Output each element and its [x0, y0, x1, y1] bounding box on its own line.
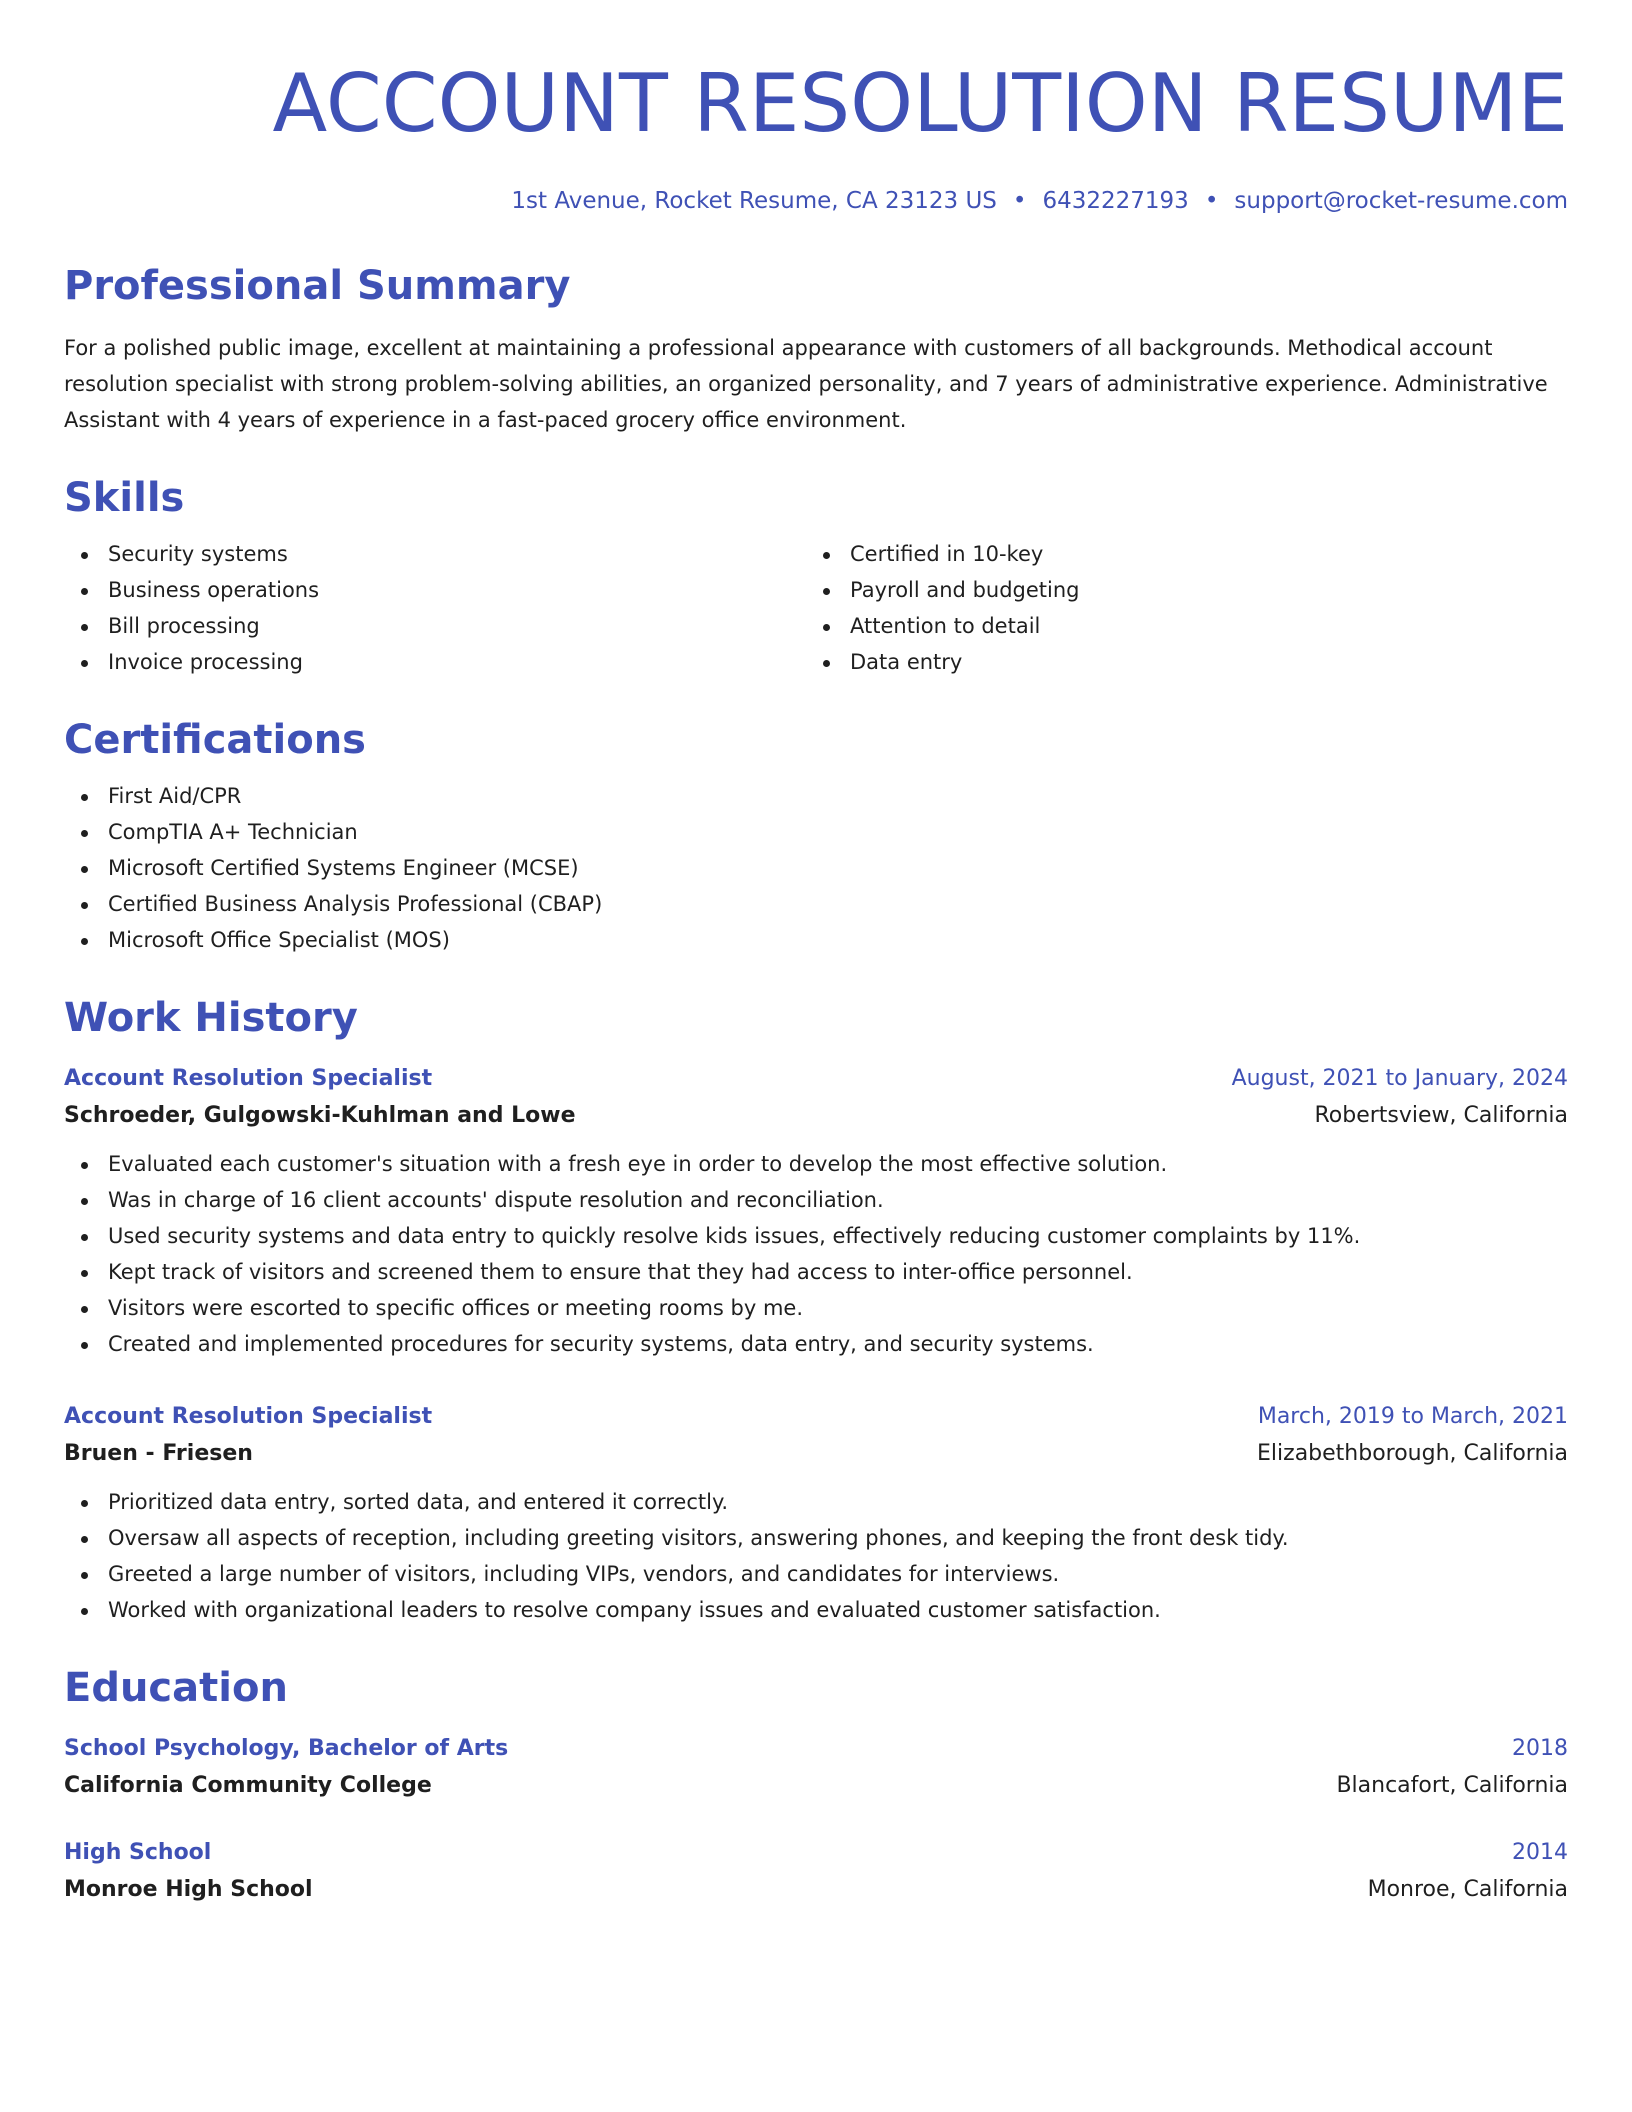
job-bullet: Evaluated each customer's situation with a fresh eye in order to develop the most effective solution. — [64, 1146, 1568, 1182]
job-bullet: Was in charge of 16 client accounts' dispute resolution and reconciliation. — [64, 1182, 1568, 1218]
skills-column-left — [64, 536, 806, 680]
education-school-row — [64, 1766, 1568, 1806]
section-title-certifications: Certifications — [64, 717, 366, 763]
education-degree: School Psychology, Bachelor of Arts — [64, 1736, 509, 1761]
education-header-row — [64, 1836, 1568, 1870]
resume-title: ACCOUNT RESOLUTION RESUME — [272, 57, 1568, 150]
job-location: Elizabethborough, California — [1257, 1441, 1568, 1466]
job-company-row — [64, 1096, 1568, 1136]
contact-separator: • — [1204, 188, 1219, 214]
skill-item: Certified in 10-key — [806, 536, 1548, 572]
job-bullet: Created and implemented procedures for security systems, data entry, and security systems. — [64, 1326, 1568, 1362]
job-title: Account Resolution Specialist — [64, 1404, 433, 1429]
resume-page — [64, 0, 1568, 1910]
education-degree: High School — [64, 1840, 212, 1865]
professional-summary-section — [64, 262, 1568, 438]
contact-line — [64, 186, 1568, 216]
contact-address: 1st Avenue, Rocket Resume, CA 23123 US — [511, 188, 997, 214]
certification-item: Microsoft Office Specialist (MOS) — [64, 922, 1568, 958]
job-entry — [64, 1062, 1568, 1362]
skill-item: Payroll and budgeting — [806, 572, 1548, 608]
skill-item: Business operations — [64, 572, 806, 608]
resume-header — [64, 0, 1568, 216]
education-location: Monroe, California — [1367, 1877, 1568, 1902]
summary-text: For a polished public image, excellent at maintaining a professional appearance with customers of all backgrounds. Methodical account resolution specialist with strong problem-solving abilities, an organized personality, and 7 years of administrative experience. Administrative Assistant with 4 years of experience in a fast-paced grocery office environment. — [64, 336, 1548, 432]
skills-section — [64, 474, 1568, 680]
job-location: Robertsview, California — [1314, 1103, 1568, 1128]
job-company: Schroeder, Gulgowski-Kuhlman and Lowe — [64, 1103, 576, 1128]
certification-item: First Aid/CPR — [64, 778, 1568, 814]
certification-item: Certified Business Analysis Professional (CBAP) — [64, 886, 1568, 922]
job-title: Account Resolution Specialist — [64, 1066, 433, 1091]
skill-item: Data entry — [806, 644, 1548, 680]
skill-item: Attention to detail — [806, 608, 1548, 644]
job-header-row — [64, 1062, 1568, 1096]
education-school: Monroe High School — [64, 1877, 313, 1902]
job-bullet: Greeted a large number of visitors, including VIPs, vendors, and candidates for interviews. — [64, 1556, 1568, 1592]
education-header-row — [64, 1732, 1568, 1766]
education-entry — [64, 1836, 1568, 1910]
contact-email[interactable]: support@rocket-resume.com — [1234, 188, 1568, 214]
job-dates: August, 2021 to January, 2024 — [1231, 1066, 1568, 1091]
education-school: California Community College — [64, 1773, 432, 1798]
job-bullet: Used security systems and data entry to quickly resolve kids issues, effectively reducing customer complaints by 11%. — [64, 1218, 1568, 1254]
education-location: Blancafort, California — [1336, 1773, 1568, 1798]
skill-item: Invoice processing — [64, 644, 806, 680]
education-year: 2018 — [1512, 1736, 1568, 1761]
skill-item: Bill processing — [64, 608, 806, 644]
job-bullet: Oversaw all aspects of reception, including greeting visitors, answering phones, and keeping the front desk tidy. — [64, 1520, 1568, 1556]
job-header-row — [64, 1400, 1568, 1434]
section-title-summary: Professional Summary — [64, 263, 571, 309]
education-school-row — [64, 1870, 1568, 1910]
job-bullet: Visitors were escorted to specific offices or meeting rooms by me. — [64, 1290, 1568, 1326]
job-company: Bruen - Friesen — [64, 1441, 253, 1466]
section-title-skills: Skills — [64, 475, 185, 521]
certifications-section — [64, 716, 1568, 958]
contact-separator: • — [1012, 188, 1027, 214]
job-company-row — [64, 1434, 1568, 1474]
certification-item: CompTIA A+ Technician — [64, 814, 1568, 850]
education-section — [64, 1664, 1568, 1910]
job-bullet: Prioritized data entry, sorted data, and entered it correctly. — [64, 1484, 1568, 1520]
section-title-work-history: Work History — [64, 995, 358, 1041]
job-bullet: Kept track of visitors and screened them to ensure that they had access to inter-office personnel. — [64, 1254, 1568, 1290]
skills-grid — [64, 536, 1568, 680]
job-dates: March, 2019 to March, 2021 — [1257, 1404, 1568, 1429]
certification-item: Microsoft Certified Systems Engineer (MCSE) — [64, 850, 1568, 886]
section-title-education: Education — [64, 1665, 288, 1711]
contact-phone: 6432227193 — [1042, 188, 1189, 214]
education-entry — [64, 1732, 1568, 1806]
job-entry — [64, 1400, 1568, 1628]
job-bullet: Worked with organizational leaders to resolve company issues and evaluated customer satisfaction. — [64, 1592, 1568, 1628]
skill-item: Security systems — [64, 536, 806, 572]
skills-column-right — [806, 536, 1548, 680]
work-history-section — [64, 994, 1568, 1628]
education-year: 2014 — [1512, 1840, 1568, 1865]
